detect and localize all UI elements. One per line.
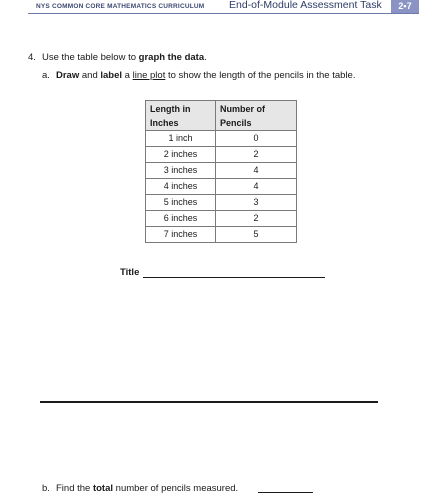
count-cell: 4	[216, 179, 297, 195]
count-cell: 4	[216, 163, 297, 179]
part-b-letter: b.	[42, 483, 50, 494]
table-row	[146, 227, 297, 243]
table-row	[146, 179, 297, 195]
curriculum-label: NYS COMMON CORE MATHEMATICS CURRICULUM	[36, 3, 205, 10]
question-prompt	[42, 52, 207, 63]
length-cell: 4 inches	[146, 179, 216, 195]
table-row	[146, 147, 297, 163]
count-cell: 3	[216, 195, 297, 211]
module-badge: 2•7	[391, 0, 419, 13]
question-number: 4.	[28, 52, 36, 63]
length-cell: 6 inches	[146, 211, 216, 227]
plot-title-label: Title	[120, 267, 140, 278]
count-cell: 5	[216, 227, 297, 243]
question-text-bold: graph the data	[138, 52, 205, 63]
part-a-mid1: and	[79, 70, 101, 81]
assessment-title: End-of-Module Assessment Task	[229, 0, 382, 11]
table-row	[146, 211, 297, 227]
part-a-line-plot: line plot	[132, 70, 166, 81]
part-a-prompt	[56, 70, 355, 81]
part-b-total: total	[92, 483, 114, 494]
length-cell: 5 inches	[146, 195, 216, 211]
part-a-draw: Draw	[56, 70, 80, 81]
line-plot-axis[interactable]	[40, 401, 378, 403]
count-cell: 2	[216, 211, 297, 227]
page-header	[0, 0, 447, 14]
part-b-pre: Find the	[56, 483, 93, 494]
column-header-count: Number of Pencils	[216, 101, 297, 131]
count-cell: 2	[216, 147, 297, 163]
column-header-length: Length in Inches	[146, 101, 216, 131]
question-text-pre: Use the table below to	[42, 52, 139, 63]
length-cell: 3 inches	[146, 163, 216, 179]
pencil-length-table	[145, 100, 297, 243]
part-a-label: label	[100, 70, 123, 81]
length-cell: 7 inches	[146, 227, 216, 243]
part-b-prompt	[56, 483, 238, 494]
part-b-post: number of pencils measured.	[113, 483, 239, 494]
part-a-letter: a.	[42, 70, 50, 81]
table-row	[146, 163, 297, 179]
question-text-post: .	[204, 52, 207, 63]
part-a-rest: to show the length of the pencils in the table.	[165, 70, 356, 81]
table-row	[146, 131, 297, 147]
length-cell: 2 inches	[146, 147, 216, 163]
header-divider	[28, 13, 419, 14]
count-cell: 0	[216, 131, 297, 147]
table-header-row	[146, 101, 297, 131]
length-cell: 1 inch	[146, 131, 216, 147]
total-answer-blank[interactable]	[258, 492, 313, 493]
plot-title-blank[interactable]	[143, 277, 325, 278]
table-row	[146, 195, 297, 211]
part-a-mid2: a	[122, 70, 133, 81]
